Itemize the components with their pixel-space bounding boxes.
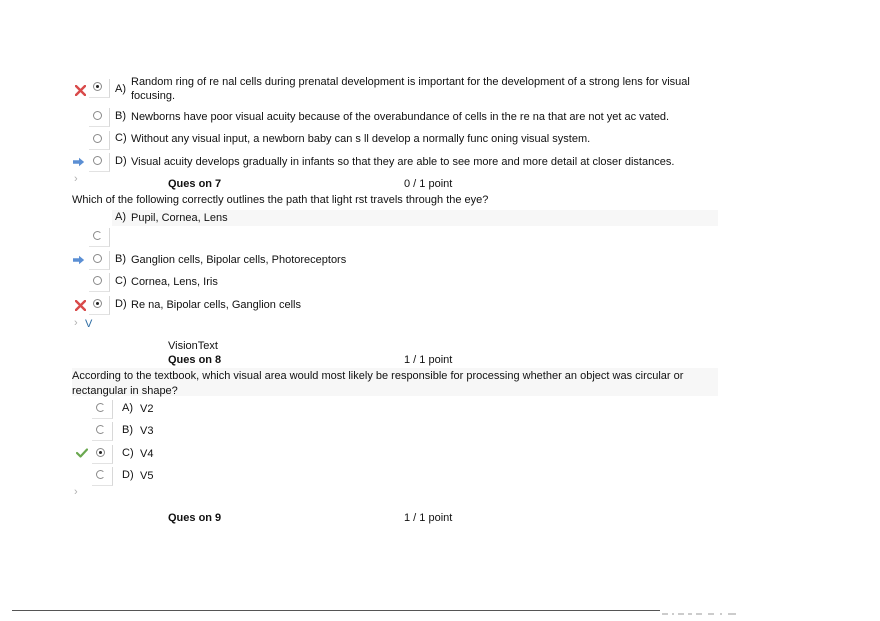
correct-check-icon xyxy=(76,447,88,459)
option-letter: C) xyxy=(115,275,127,287)
option-radio[interactable] xyxy=(89,153,110,172)
option-radio[interactable] xyxy=(92,400,113,419)
option-letter: B) xyxy=(115,110,126,122)
option-text: Cornea, Lens, Iris xyxy=(131,276,218,288)
option-letter: D) xyxy=(115,155,127,167)
correct-arrow-icon xyxy=(73,156,85,168)
option-radio[interactable] xyxy=(89,228,110,247)
option-letter: A) xyxy=(115,83,126,95)
option-text: Newborns have poor visual acuity because of the overabundance of cells in the re na that are not yet ac vated. xyxy=(131,111,670,123)
option-letter: A) xyxy=(122,402,133,414)
question-8-text-continued: rectangular in shape? xyxy=(72,385,178,397)
question-7-title: Ques on 7 xyxy=(168,178,222,190)
option-radio[interactable] xyxy=(89,273,110,292)
option-text: Pupil, Cornea, Lens xyxy=(131,212,228,224)
option-letter: B) xyxy=(122,424,133,436)
question-8-text: According to the textbook, which visual area would most likely be responsible for processing whether an object was circular or xyxy=(72,370,684,382)
option-text: V5 xyxy=(140,470,154,482)
expand-chevron-icon[interactable]: › xyxy=(74,486,78,498)
option-text-continued: focusing. xyxy=(131,90,176,102)
wrong-x-icon xyxy=(74,84,86,96)
option-text: V2 xyxy=(140,403,154,415)
option-text: V4 xyxy=(140,448,154,460)
expand-chevron-icon[interactable]: › xyxy=(74,317,78,329)
option-text: Re na, Bipolar cells, Ganglion cells xyxy=(131,299,301,311)
option-radio[interactable] xyxy=(89,296,110,315)
option-radio[interactable] xyxy=(92,467,113,486)
option-radio[interactable] xyxy=(92,445,113,464)
option-letter: D) xyxy=(115,298,127,310)
option-letter: C) xyxy=(115,132,127,144)
question-7-score: 0 / 1 point xyxy=(404,178,453,190)
footer-divider xyxy=(12,610,660,611)
correct-arrow-icon xyxy=(73,254,85,266)
option-radio[interactable] xyxy=(89,79,110,98)
option-letter: B) xyxy=(115,253,126,265)
question-8-score: 1 / 1 point xyxy=(404,354,453,366)
option-text: Random ring of re nal cells during prenatal development is important for the development of a strong lens for visual xyxy=(131,76,690,88)
option-text: Visual acuity develops gradually in infants so that they are able to see more and more detail at closer distances. xyxy=(131,156,675,168)
option-letter: A) xyxy=(115,211,126,223)
option-radio[interactable] xyxy=(89,131,110,150)
question-9-title: Ques on 9 xyxy=(168,512,222,524)
footer-url-fragment xyxy=(662,607,742,611)
question-8-tag: VisionText xyxy=(168,340,218,352)
option-text: Ganglion cells, Bipolar cells, Photoreceptors xyxy=(131,254,347,266)
question-8-title: Ques on 8 xyxy=(168,354,222,366)
option-radio[interactable] xyxy=(89,108,110,127)
option-text: V3 xyxy=(140,425,154,437)
option-letter: D) xyxy=(122,469,134,481)
question-7-text: Which of the following correctly outlines the path that light rst travels through the eye? xyxy=(72,194,489,206)
option-letter: C) xyxy=(122,447,134,459)
wrong-x-icon xyxy=(74,299,86,311)
option-radio[interactable] xyxy=(89,251,110,270)
option-text: Without any visual input, a newborn baby can s ll develop a normally func oning visual system. xyxy=(131,133,591,145)
option-radio[interactable] xyxy=(92,422,113,441)
expand-chevron-icon[interactable]: › xyxy=(74,173,78,185)
feedback-link[interactable]: V xyxy=(85,318,93,330)
question-9-score: 1 / 1 point xyxy=(404,512,453,524)
